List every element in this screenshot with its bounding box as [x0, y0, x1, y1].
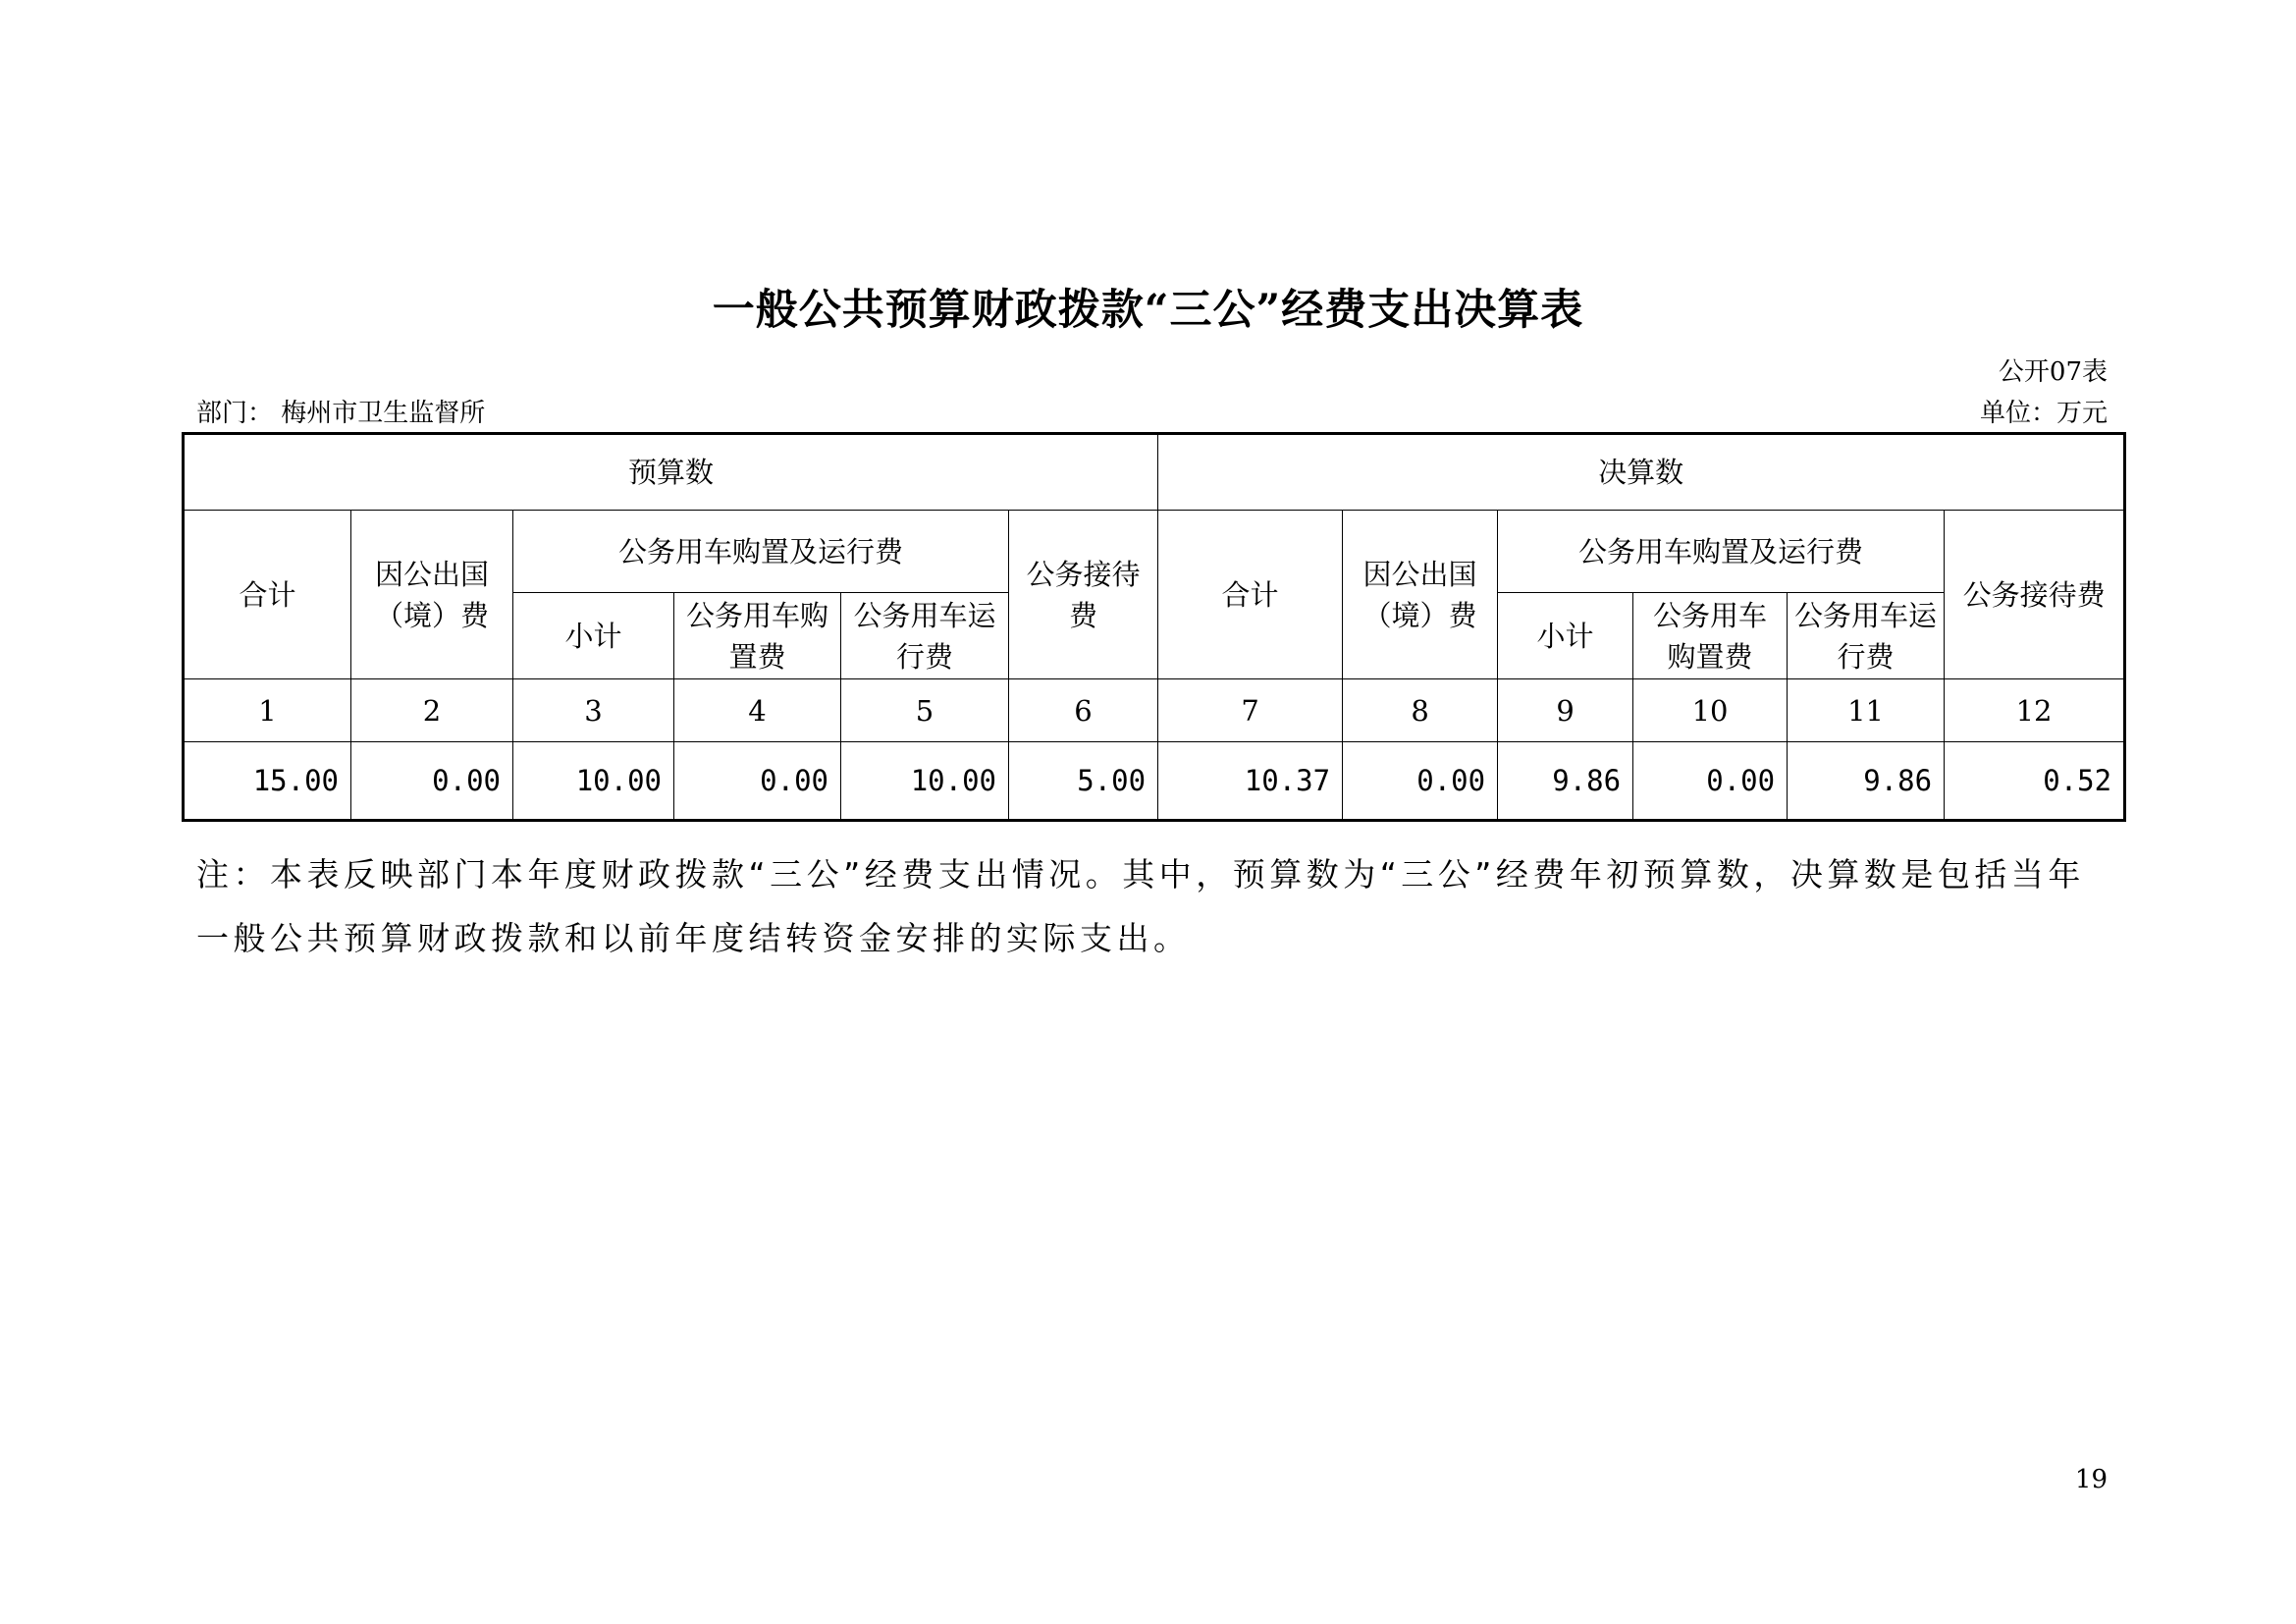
index-cell: 6: [1009, 679, 1158, 742]
value-cell: 5.00: [1009, 742, 1158, 821]
index-cell: 12: [1945, 679, 2125, 742]
index-cell: 9: [1498, 679, 1633, 742]
column-header-row-1: [184, 511, 2125, 593]
value-cell: 0.00: [1633, 742, 1788, 821]
index-cell: 2: [351, 679, 513, 742]
index-cell: 1: [184, 679, 351, 742]
value-cell: 0.00: [674, 742, 841, 821]
budget-abroad-header: 因公出国（境）费: [351, 511, 513, 679]
index-cell: 11: [1788, 679, 1945, 742]
budget-subtotal-header: 小计: [513, 593, 674, 679]
final-group-header: 决算数: [1158, 434, 2125, 511]
final-abroad-header: 因公出国（境）费: [1343, 511, 1498, 679]
value-cell: 15.00: [184, 742, 351, 821]
final-subtotal-header: 小计: [1498, 593, 1633, 679]
value-cell: 9.86: [1788, 742, 1945, 821]
final-vehicle-purchase-header: 公务用车购置费: [1633, 593, 1788, 679]
page-number: 19: [2074, 1465, 2108, 1494]
budget-group-header: 预算数: [184, 434, 1158, 511]
unit-label: 单位：万元: [1979, 399, 2108, 428]
value-cell: 10.00: [513, 742, 674, 821]
value-cell: 0.00: [1343, 742, 1498, 821]
final-total-header: 合计: [1158, 511, 1343, 679]
expenditure-table: [182, 432, 2126, 822]
values-row: [184, 742, 2125, 821]
footnote: 注：本表反映部门本年度财政拨款“三公”经费支出情况。其中，预算数为“三公”经费年初预算数，决算数是包括当年一般公共预算财政拨款和以前年度结转资金安排的实际支出。: [196, 855, 2085, 957]
table-number: 公开07表: [1998, 357, 2108, 387]
value-cell: 0.52: [1945, 742, 2125, 821]
final-reception-header: 公务接待费: [1945, 511, 2125, 679]
index-cell: 8: [1343, 679, 1498, 742]
budget-vehicle-purchase-header: 公务用车购置费: [674, 593, 841, 679]
index-cell: 7: [1158, 679, 1343, 742]
budget-vehicle-operation-header: 公务用车运行费: [841, 593, 1009, 679]
index-row: [184, 679, 2125, 742]
value-cell: 9.86: [1498, 742, 1633, 821]
group-header-row: [184, 434, 2125, 511]
index-cell: 4: [674, 679, 841, 742]
index-cell: 3: [513, 679, 674, 742]
value-cell: 10.00: [841, 742, 1009, 821]
final-vehicle-operation-header: 公务用车运行费: [1788, 593, 1945, 679]
value-cell: 10.37: [1158, 742, 1343, 821]
budget-total-header: 合计: [184, 511, 351, 679]
value-cell: 0.00: [351, 742, 513, 821]
index-cell: 5: [841, 679, 1009, 742]
department-label: 部门： 梅州市卫生监督所: [196, 399, 486, 428]
budget-vehicle-header: 公务用车购置及运行费: [513, 511, 1009, 593]
budget-reception-header: 公务接待费: [1009, 511, 1158, 679]
page-title: 一般公共预算财政拨款“三公”经费支出决算表: [712, 286, 1584, 335]
final-vehicle-header: 公务用车购置及运行费: [1498, 511, 1945, 593]
index-cell: 10: [1633, 679, 1788, 742]
